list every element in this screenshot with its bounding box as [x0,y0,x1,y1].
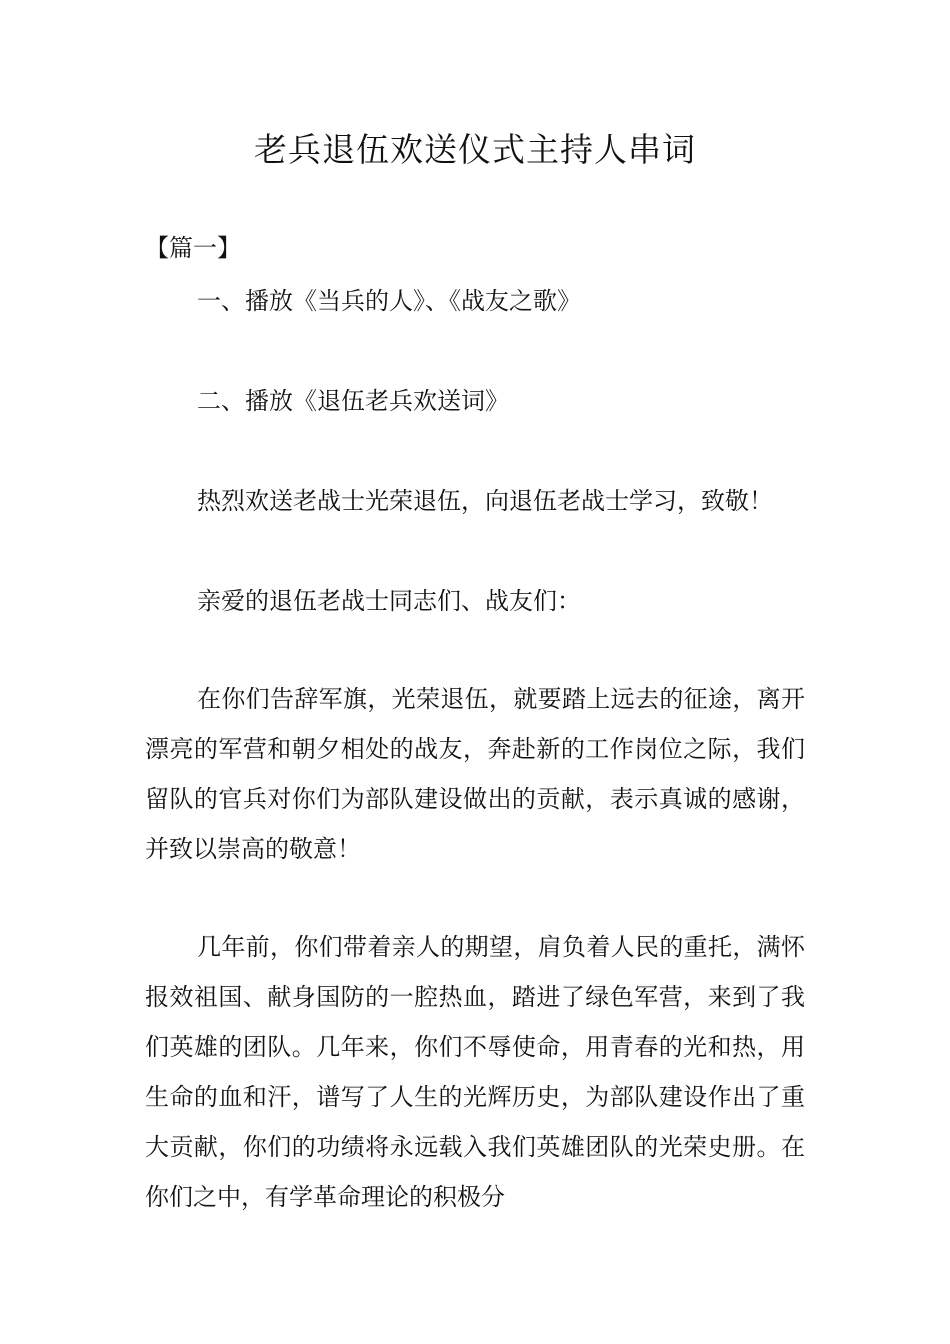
paragraph-body-1: 在你们告辞军旗，光荣退伍，就要踏上远去的征途，离开漂亮的军营和朝夕相处的战友，奔赴新的工作岗位之际，我们留队的官兵对你们为部队建设做出的贡献，表示真诚的感谢，并致以崇高的敬意！ [145,685,805,863]
paragraph-slogan: 热烈欢送老战士光荣退伍，向退伍老战士学习，致敬！ [197,487,773,515]
paragraph-program-item-1: 一、播放《当兵的人》、《战友之歌》 [197,287,581,315]
paragraph-salutation: 亲爱的退伍老战士同志们、战友们： [197,587,581,615]
paragraph-body-2: 几年前，你们带着亲人的期望，肩负着人民的重托，满怀报效祖国、献身国防的一腔热血，踏进了绿色军营，来到了我们英雄的团队。几年来，你们不辱使命，用青春的光和热，用生命的血和汗，谱写了人生的光辉历史，为部队建设作出了重大贡献，你们的功绩将永远载入我们英雄团队的光荣史册。在你们之中，有学革命理论的积极分 [145,933,805,1211]
paragraph-program-item-2: 二、播放《退伍老兵欢送词》 [197,387,509,415]
section-label: 【篇一】 [145,234,241,262]
document-title: 老兵退伍欢送仪式主持人串词 [254,130,696,169]
